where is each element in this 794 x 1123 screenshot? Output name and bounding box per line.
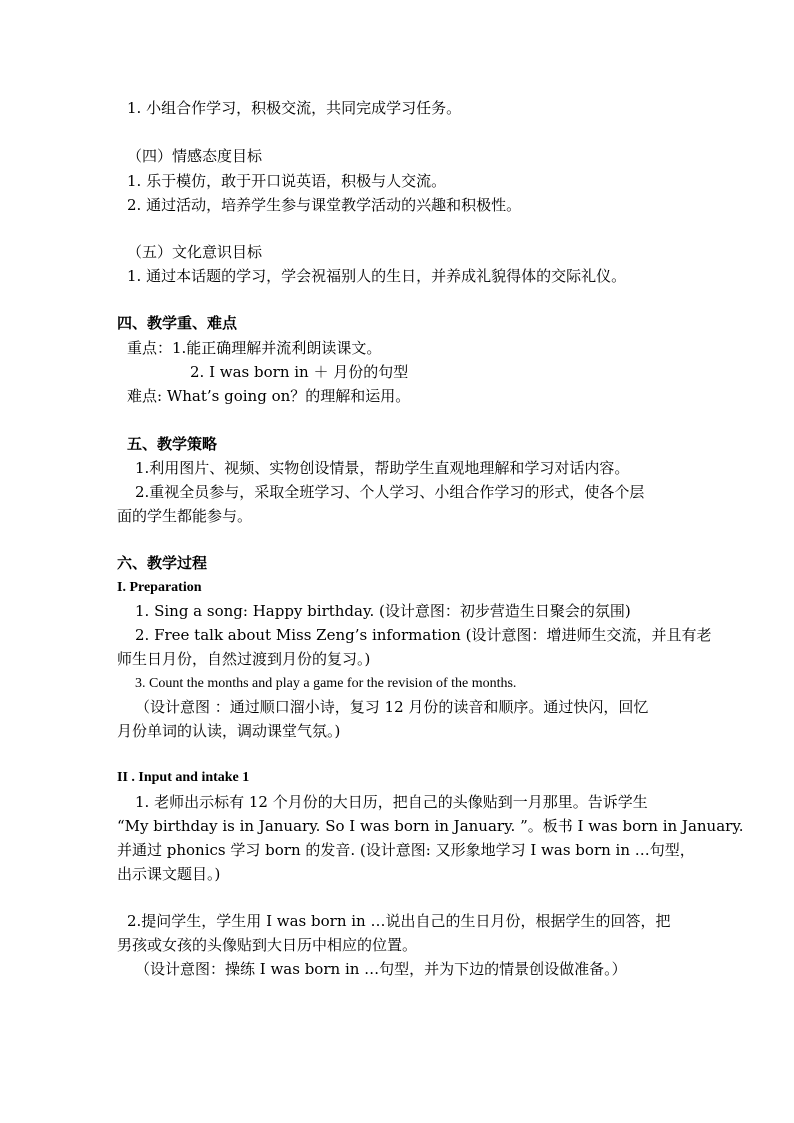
process-line: 师生日月份，自然过渡到月份的复习。) — [117, 650, 371, 668]
process-line: （设计意图 ：通过顺口溜小诗，复习 12 月份的读音和顺序。通过快闪，回忆 — [135, 698, 649, 716]
strategy-line: 2.重视全员参与，采取全班学习、个人学习、小组合作学习的形式，使各个层 — [135, 483, 645, 501]
process-line: 2.提问学生，学生用 I was born in …说出自己的生日月份，根据学生的回答，把 — [127, 912, 671, 930]
stage-title-input: II . Input and intake 1 — [117, 770, 250, 785]
difficulty-line: 难点: What’s going on？的理解和运用。 — [127, 387, 411, 405]
objective-line: 1. 乐于模仿，敢于开口说英语，积极与人交流。 — [127, 172, 447, 190]
process-line: 月份单词的认读，调动课堂气氛。) — [117, 722, 341, 740]
section-heading-culture: （五）文化意识目标 — [127, 243, 263, 261]
process-line: 2. Free talk about Miss Zeng’s information (设计意图：增进师生交流，并且有老 — [135, 626, 712, 644]
section-title-key-points: 四、教学重、难点 — [117, 314, 238, 332]
process-line: 男孩或女孩的头像贴到大日历中相应的位置。 — [117, 936, 418, 954]
process-line: 并通过 phonics 学习 born 的发音. (设计意图: 又形象地学习 I was born in …句型， — [117, 841, 695, 859]
objective-line: 1. 通过本话题的学习，学会祝福别人的生日，并养成礼貌得体的交际礼仪。 — [127, 267, 627, 285]
stage-title-preparation: I. Preparation — [117, 580, 202, 595]
section-title-process: 六、教学过程 — [117, 554, 208, 572]
process-line: （设计意图：操练 I was born in …句型，并为下边的情景创设做准备。） — [135, 960, 627, 978]
strategy-line: 1.利用图片、视频、实物创设情景，帮助学生直观地理解和学习对话内容。 — [135, 459, 630, 477]
key-point-line: 重点：1.能正确理解并流利朗读课文。 — [127, 339, 382, 357]
section-title-strategy: 五、教学策略 — [127, 435, 218, 453]
process-line: 出示课文题目。) — [117, 865, 221, 883]
process-line: 1. Sing a song: Happy birthday. (设计意图：初步营造生日聚会的氛围) — [135, 602, 631, 620]
process-line: “My birthday is in January. So I was born in January. ”。板书 I was born in January. — [117, 817, 744, 835]
objective-line: 2. 通过活动，培养学生参与课堂教学活动的兴趣和积极性。 — [127, 196, 522, 214]
objective-line: 1. 小组合作学习，积极交流，共同完成学习任务。 — [127, 99, 462, 117]
process-line: 1. 老师出示标有 12 个月份的大日历，把自己的头像贴到一月那里。告诉学生 — [135, 793, 648, 811]
strategy-line: 面的学生都能参与。 — [117, 507, 253, 525]
section-heading-emotion: （四）情感态度目标 — [127, 147, 263, 165]
process-line: 3. Count the months and play a game for the revision of the months. — [135, 676, 517, 691]
key-point-line: 2. I was born in ＋ 月份的句型 — [190, 363, 409, 381]
